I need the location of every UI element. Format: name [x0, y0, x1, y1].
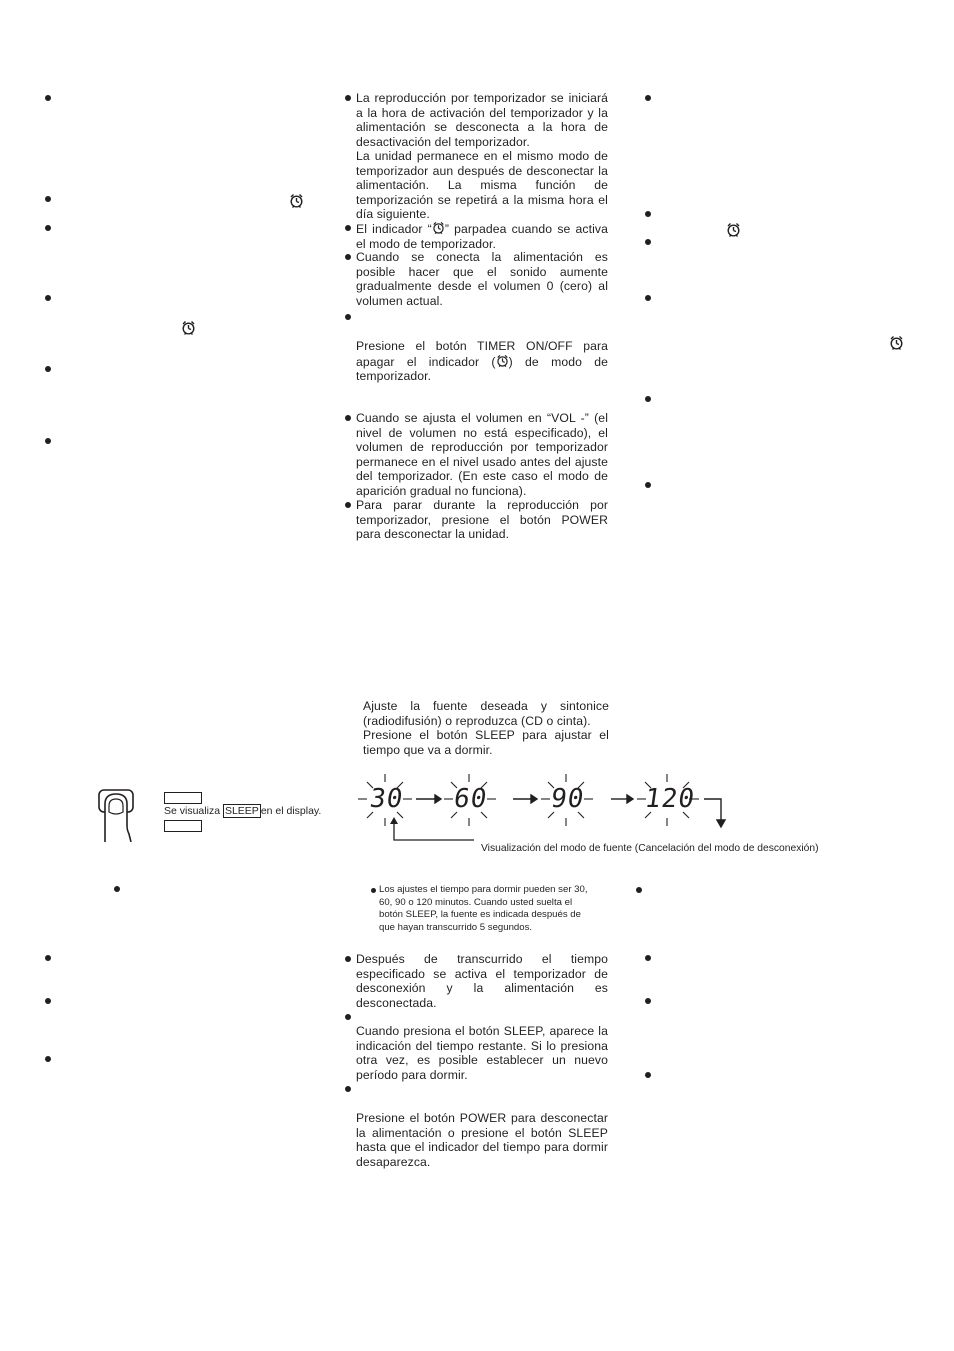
alarm-clock-icon — [181, 320, 196, 336]
fade-in-paragraph: Cuando se conecta la alimentación es posible hacer que el sonido aumente gradualmente desde el volumen 0 (cero) al volumen actual. — [356, 250, 608, 308]
sleep-value-30: 30 — [367, 784, 406, 814]
bullet-dot-icon — [345, 415, 351, 421]
bullet-dot-icon — [645, 1072, 651, 1078]
bullet-dot-icon — [45, 225, 51, 231]
alarm-clock-icon — [889, 335, 904, 351]
bullet-dot-icon — [45, 438, 51, 444]
timer-off-text-pre: Presione el botón TIMER ON/OFF para apagar el indicador ( — [356, 339, 608, 369]
bullet-dot-icon — [345, 254, 351, 260]
bullet-dot-icon — [645, 211, 651, 217]
timer-off-text-post: ) de modo de temporizador. — [356, 354, 608, 383]
bullet-dot-icon — [345, 956, 351, 962]
bullet-dot-icon — [45, 998, 51, 1004]
sleep-remaining-paragraph: Cuando presiona el botón SLEEP, aparece la indicación del tiempo restante. Si lo presiona otra vez, es posible establecer un nuevo período para dormir. — [356, 1024, 608, 1082]
volume-note-paragraph: Cuando se ajusta el volumen en “VOL -” (el nivel de volumen no está especificado), el volumen de reproducción por temporizador permanece en el nivel usado antes del ajuste del temporizador. (En este caso el modo de aparición gradual no funciona). — [356, 411, 608, 498]
display-box-bottom — [164, 820, 202, 832]
alarm-clock-icon — [432, 221, 445, 235]
stop-playback-paragraph: Para parar durante la reproducción por temporizador, presione el botón POWER para desconectar la unidad. — [356, 498, 608, 541]
bullet-dot-icon — [636, 887, 642, 893]
bullet-dot-icon — [345, 95, 351, 101]
bullet-dot-icon — [345, 1086, 351, 1092]
display-sleep-word: SLEEP — [224, 805, 259, 817]
bullet-dot-icon — [45, 295, 51, 301]
sleep-value-90: 90 — [548, 784, 587, 814]
bullet-dot-icon — [45, 955, 51, 961]
timer-indicator-paragraph — [356, 221, 608, 251]
timer-repeat-text: La unidad permanece en el mismo modo de temporizador aun después de desconectar la alimentación. La misma función de temporización se repetirá a la misma hora el día siguiente. — [356, 149, 608, 221]
bullet-dot-icon — [645, 295, 651, 301]
alarm-clock-icon — [496, 354, 509, 368]
display-caption — [164, 805, 339, 818]
sleep-cancel-paragraph: Presione el botón POWER para desconectar la alimentación o presione el botón SLEEP hasta que el indicador del tiempo para dormir desaparezca. — [356, 1111, 608, 1169]
bullet-dot-icon — [45, 1056, 51, 1062]
alarm-clock-icon — [289, 193, 304, 209]
bullet-dot-icon — [645, 998, 651, 1004]
bullet-dot-icon — [345, 1014, 351, 1020]
return-caption: Visualización del modo de fuente (Cancelación del modo de desconexión) — [481, 843, 819, 854]
sleep-instruction-1: Ajuste la fuente deseada y sintonice (radiodifusión) o reproduzca (CD o cinta). — [363, 699, 609, 728]
timer-playback-text: La reproducción por temporizador se iniciará a la hora de activación del temporizador y la alimentación se desconecta a la hora de desactivación del temporizador. — [356, 91, 608, 149]
bullet-dot-icon — [345, 314, 351, 320]
bullet-dot-icon — [645, 396, 651, 402]
timer-indicator-text-post: ” parpadea cuando se activa el modo de temporizador. — [356, 222, 608, 251]
bullet-dot-icon — [345, 225, 351, 231]
bullet-dot-icon — [645, 482, 651, 488]
bullet-dot-icon — [645, 955, 651, 961]
sleep-activate-paragraph: Después de transcurrido el tiempo especificado se activa el temporizador de desconexión y la alimentación es desconectada. — [356, 952, 608, 1010]
finger-press-button-icon — [98, 786, 136, 842]
bullet-dot-icon — [645, 95, 651, 101]
alarm-clock-icon — [726, 222, 741, 238]
display-caption-pre: Se visualiza — [164, 805, 221, 817]
sleep-value-60: 60 — [451, 784, 490, 814]
sleep-instruction-2: Presione el botón SLEEP para ajustar el tiempo que va a dormir. — [363, 728, 609, 757]
timer-playback-paragraph — [356, 91, 608, 222]
bullet-dot-icon — [345, 502, 351, 508]
bullet-dot-icon — [45, 196, 51, 202]
bullet-dot-icon — [371, 888, 376, 893]
bullet-dot-icon — [45, 95, 51, 101]
display-box-top — [164, 792, 202, 804]
display-caption-post: en el display. — [260, 805, 322, 817]
bullet-dot-icon — [45, 366, 51, 372]
bullet-dot-icon — [114, 886, 120, 892]
sleep-value-120: 120 — [642, 784, 698, 814]
return-arrow — [388, 815, 478, 845]
bullet-dot-icon — [645, 239, 651, 245]
timer-off-paragraph — [356, 339, 608, 384]
timer-indicator-text-pre: El indicador “ — [356, 222, 432, 236]
sleep-note: Los ajustes el tiempo para dormir pueden ser 30, 60, 90 o 120 minutos. Cuando usted suelta el botón SLEEP, la fuente es indicada después de que hayan transcurrido 5 segundos. — [379, 884, 588, 933]
